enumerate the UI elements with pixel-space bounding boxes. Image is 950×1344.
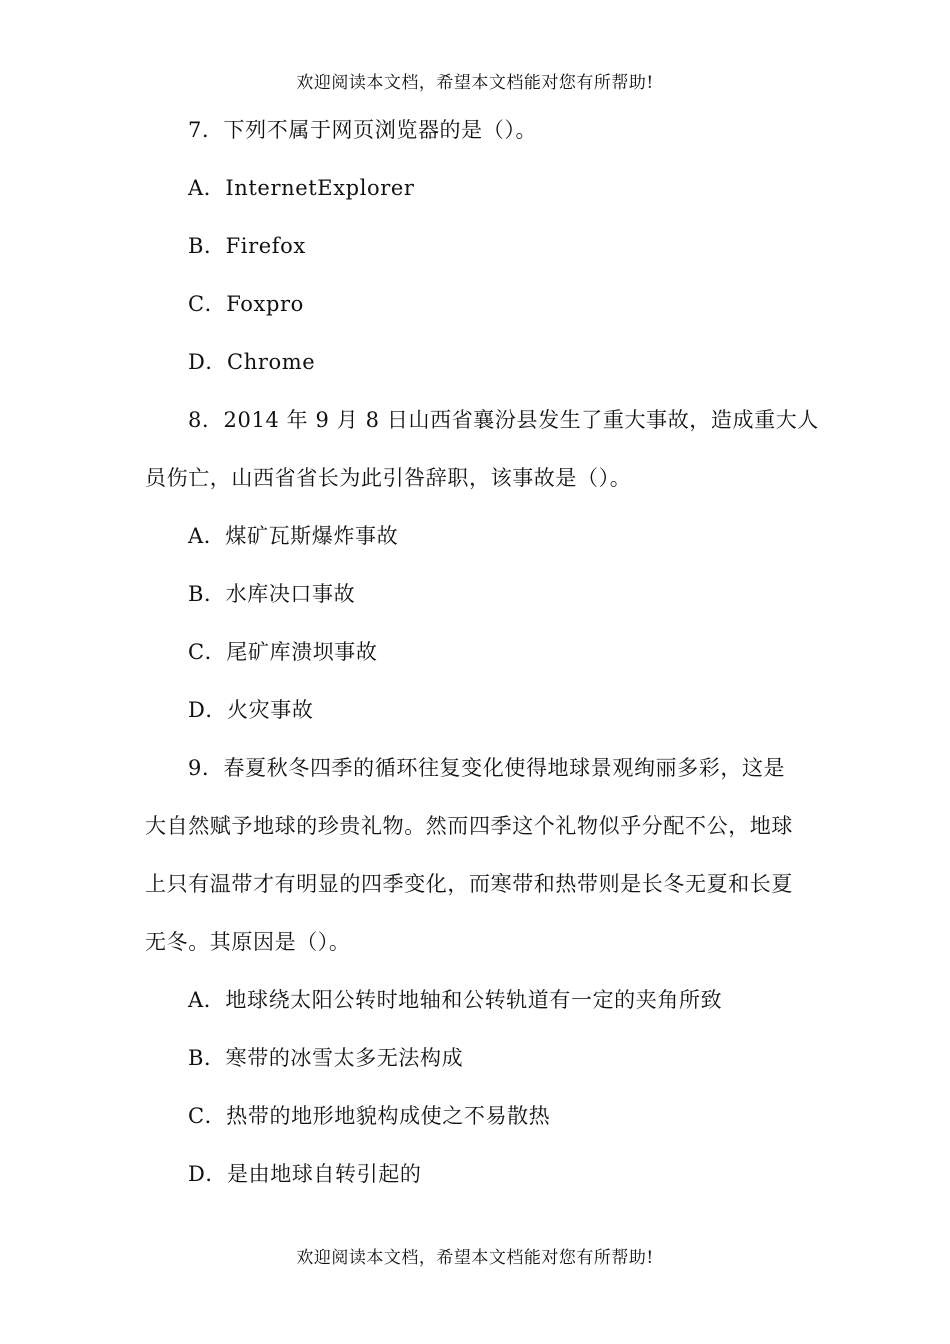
q8-option-d: D．火灾事故 bbox=[188, 698, 314, 722]
question-8-line-2: 员伤亡，山西省省长为此引咎辞职，该事故是（）。 bbox=[145, 466, 632, 490]
q8-option-c: C．尾矿库溃坝事故 bbox=[188, 640, 378, 664]
q7-option-c: C．Foxpro bbox=[188, 292, 304, 316]
question-9-line-1: 9．春夏秋冬四季的循环往复变化使得地球景观绚丽多彩，这是 bbox=[188, 756, 786, 780]
question-7: 7．下列不属于网页浏览器的是（）。 bbox=[188, 118, 538, 142]
q7-option-b: B．Firefox bbox=[188, 234, 306, 258]
question-9-line-3: 上只有温带才有明显的四季变化，而寒带和热带则是长冬无夏和长夏 bbox=[145, 872, 793, 896]
q7-option-a: A．InternetExplorer bbox=[188, 176, 415, 200]
question-9-line-2: 大自然赋予地球的珍贵礼物。然而四季这个礼物似乎分配不公，地球 bbox=[145, 814, 793, 838]
page-header: 欢迎阅读本文档，希望本文档能对您有所帮助! bbox=[296, 73, 654, 93]
q8-option-b: B．水库决口事故 bbox=[188, 582, 356, 606]
q7-option-d: D．Chrome bbox=[188, 350, 316, 374]
q8-option-a: A．煤矿瓦斯爆炸事故 bbox=[188, 524, 399, 548]
page-footer: 欢迎阅读本文档，希望本文档能对您有所帮助! bbox=[296, 1248, 654, 1268]
q9-option-d: D．是由地球自转引起的 bbox=[188, 1162, 422, 1186]
q9-option-a: A．地球绕太阳公转时地轴和公转轨道有一定的夹角所致 bbox=[188, 988, 723, 1012]
q9-option-c: C．热带的地形地貌构成使之不易散热 bbox=[188, 1104, 551, 1128]
question-8-line-1: 8．2014 年 9 月 8 日山西省襄汾县发生了重大事故，造成重大人 bbox=[188, 408, 819, 432]
q9-option-b: B．寒带的冰雪太多无法构成 bbox=[188, 1046, 464, 1070]
question-9-line-4: 无冬。其原因是（）。 bbox=[145, 930, 351, 954]
